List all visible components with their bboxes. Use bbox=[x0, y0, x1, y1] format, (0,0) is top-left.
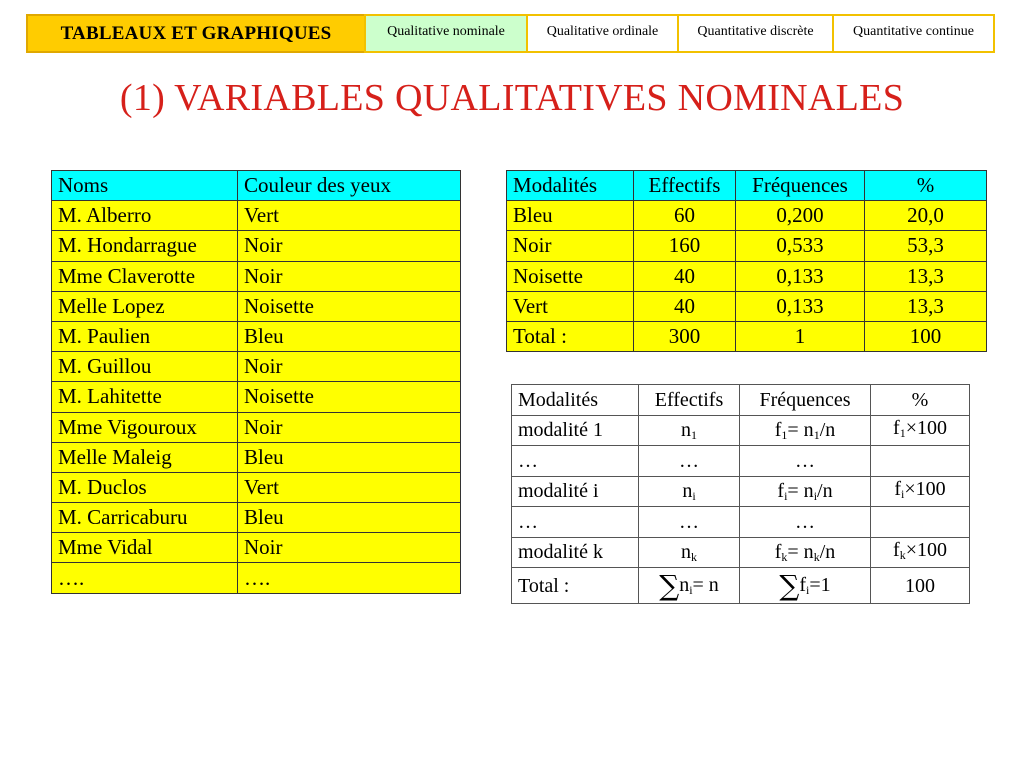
table-row bbox=[52, 503, 461, 533]
nav-bar bbox=[26, 14, 995, 53]
table-row bbox=[512, 415, 970, 446]
table-header-row bbox=[512, 385, 970, 416]
sigma-symbol: ∑ bbox=[779, 568, 800, 602]
frequency-formula-cell: $f_1= n_1/n$ bbox=[740, 415, 871, 446]
percent-total-cell: 100 bbox=[871, 568, 970, 604]
name-cell: …. bbox=[52, 563, 238, 593]
name-cell: Melle Maleig bbox=[52, 442, 238, 472]
eye-color-cell: Bleu bbox=[238, 503, 461, 533]
count-cell: 40 bbox=[634, 291, 736, 321]
table-row bbox=[507, 261, 987, 291]
count-cell: 60 bbox=[634, 201, 736, 231]
eye-color-cell: Noir bbox=[238, 412, 461, 442]
ellipsis-cell: … bbox=[512, 507, 639, 538]
modality-cell: modalité k bbox=[512, 537, 639, 568]
table-row bbox=[52, 442, 461, 472]
header-cell: Fréquences bbox=[736, 171, 865, 201]
name-cell: Mme Vigouroux bbox=[52, 412, 238, 442]
sigma-symbol: ∑ bbox=[659, 568, 680, 602]
modality-cell: modalité i bbox=[512, 476, 639, 507]
name-cell: M. Lahitette bbox=[52, 382, 238, 412]
table-header-row bbox=[507, 171, 987, 201]
header-cell: Modalités bbox=[507, 171, 634, 201]
count-formula-cell: $n_1$ bbox=[639, 415, 740, 446]
name-cell: M. Guillou bbox=[52, 352, 238, 382]
header-cell: Couleur des yeux bbox=[238, 171, 461, 201]
modality-cell: Noir bbox=[507, 231, 634, 261]
table-row bbox=[52, 352, 461, 382]
eye-color-cell: Noir bbox=[238, 231, 461, 261]
count-formula-cell: $n_k$ bbox=[639, 537, 740, 568]
table-row bbox=[52, 261, 461, 291]
sum-counts-cell: $\sum n_i= n$ bbox=[639, 568, 740, 604]
name-cell: Melle Lopez bbox=[52, 291, 238, 321]
general-formula-table bbox=[511, 384, 970, 604]
table-row bbox=[512, 476, 970, 507]
modality-cell: modalité 1 bbox=[512, 415, 639, 446]
tab-qualitative-nominale[interactable]: Qualitative nominale bbox=[364, 14, 528, 53]
modality-cell: Total : bbox=[507, 321, 634, 351]
percent-formula-cell: $f_i\times 100$ bbox=[871, 476, 970, 507]
header-cell: Noms bbox=[52, 171, 238, 201]
table-row bbox=[52, 412, 461, 442]
ellipsis-cell: … bbox=[740, 507, 871, 538]
modality-cell: Bleu bbox=[507, 201, 634, 231]
frequency-table bbox=[506, 170, 987, 352]
frequency-formula-cell: $f_i= n_i/n$ bbox=[740, 476, 871, 507]
table-row bbox=[512, 446, 970, 477]
table-row bbox=[52, 291, 461, 321]
modality-cell: Total : bbox=[512, 568, 639, 604]
frequency-cell: 1 bbox=[736, 321, 865, 351]
name-cell: Mme Vidal bbox=[52, 533, 238, 563]
header-cell: Fréquences bbox=[740, 385, 871, 416]
table-total-row bbox=[512, 568, 970, 604]
table-row bbox=[52, 563, 461, 593]
percent-formula-cell: $f_1\times 100$ bbox=[871, 415, 970, 446]
table-row bbox=[52, 321, 461, 351]
table-row bbox=[512, 537, 970, 568]
page-title: (1) VARIABLES QUALITATIVES NOMINALES bbox=[119, 77, 905, 119]
percent-cell: 53,3 bbox=[865, 231, 987, 261]
modality-cell: Noisette bbox=[507, 261, 634, 291]
table-row bbox=[507, 201, 987, 231]
eye-color-cell: Noir bbox=[238, 261, 461, 291]
percent-cell: 100 bbox=[865, 321, 987, 351]
eye-color-cell: Bleu bbox=[238, 442, 461, 472]
empty-cell bbox=[871, 446, 970, 477]
header-cell: Effectifs bbox=[634, 171, 736, 201]
table-row bbox=[52, 382, 461, 412]
name-cell: M. Alberro bbox=[52, 201, 238, 231]
eye-color-cell: Vert bbox=[238, 201, 461, 231]
count-cell: 160 bbox=[634, 231, 736, 261]
ellipsis-cell: … bbox=[512, 446, 639, 477]
table-row bbox=[507, 231, 987, 261]
name-cell: M. Duclos bbox=[52, 472, 238, 502]
name-cell: M. Paulien bbox=[52, 321, 238, 351]
header-cell: % bbox=[865, 171, 987, 201]
sum-frequencies-cell: $\sum f_i=1$ bbox=[740, 568, 871, 604]
nav-home-title[interactable]: TABLEAUX ET GRAPHIQUES bbox=[26, 14, 366, 53]
eye-color-cell: …. bbox=[238, 563, 461, 593]
percent-formula-cell: $f_k\times 100$ bbox=[871, 537, 970, 568]
header-cell: % bbox=[871, 385, 970, 416]
names-table bbox=[51, 170, 461, 594]
empty-cell bbox=[871, 507, 970, 538]
count-cell: 300 bbox=[634, 321, 736, 351]
eye-color-cell: Vert bbox=[238, 472, 461, 502]
header-cell: Modalités bbox=[512, 385, 639, 416]
tab-quantitative-continue[interactable]: Quantitative continue bbox=[832, 14, 995, 53]
eye-color-cell: Noisette bbox=[238, 382, 461, 412]
frequency-cell: 0,133 bbox=[736, 291, 865, 321]
frequency-cell: 0,133 bbox=[736, 261, 865, 291]
tab-quantitative-discrete[interactable]: Quantitative discrète bbox=[677, 14, 834, 53]
eye-color-cell: Noisette bbox=[238, 291, 461, 321]
modality-cell: Vert bbox=[507, 291, 634, 321]
name-cell: M. Hondarrague bbox=[52, 231, 238, 261]
eye-color-cell: Noir bbox=[238, 352, 461, 382]
table-row bbox=[52, 231, 461, 261]
ellipsis-cell: … bbox=[740, 446, 871, 477]
percent-cell: 13,3 bbox=[865, 261, 987, 291]
table-row bbox=[52, 533, 461, 563]
name-cell: M. Carricaburu bbox=[52, 503, 238, 533]
ellipsis-cell: … bbox=[639, 507, 740, 538]
tab-qualitative-ordinale[interactable]: Qualitative ordinale bbox=[526, 14, 679, 53]
eye-color-cell: Bleu bbox=[238, 321, 461, 351]
table-row bbox=[52, 201, 461, 231]
frequency-formula-cell: $f_k= n_k/n$ bbox=[740, 537, 871, 568]
name-cell: Mme Claverotte bbox=[52, 261, 238, 291]
header-cell: Effectifs bbox=[639, 385, 740, 416]
table-row bbox=[507, 291, 987, 321]
ellipsis-cell: … bbox=[639, 446, 740, 477]
eye-color-cell: Noir bbox=[238, 533, 461, 563]
table-header-row bbox=[52, 171, 461, 201]
count-cell: 40 bbox=[634, 261, 736, 291]
table-row bbox=[52, 472, 461, 502]
count-formula-cell: $n_i$ bbox=[639, 476, 740, 507]
percent-cell: 13,3 bbox=[865, 291, 987, 321]
frequency-cell: 0,533 bbox=[736, 231, 865, 261]
percent-cell: 20,0 bbox=[865, 201, 987, 231]
table-row bbox=[512, 507, 970, 538]
frequency-cell: 0,200 bbox=[736, 201, 865, 231]
table-total-row bbox=[507, 321, 987, 351]
